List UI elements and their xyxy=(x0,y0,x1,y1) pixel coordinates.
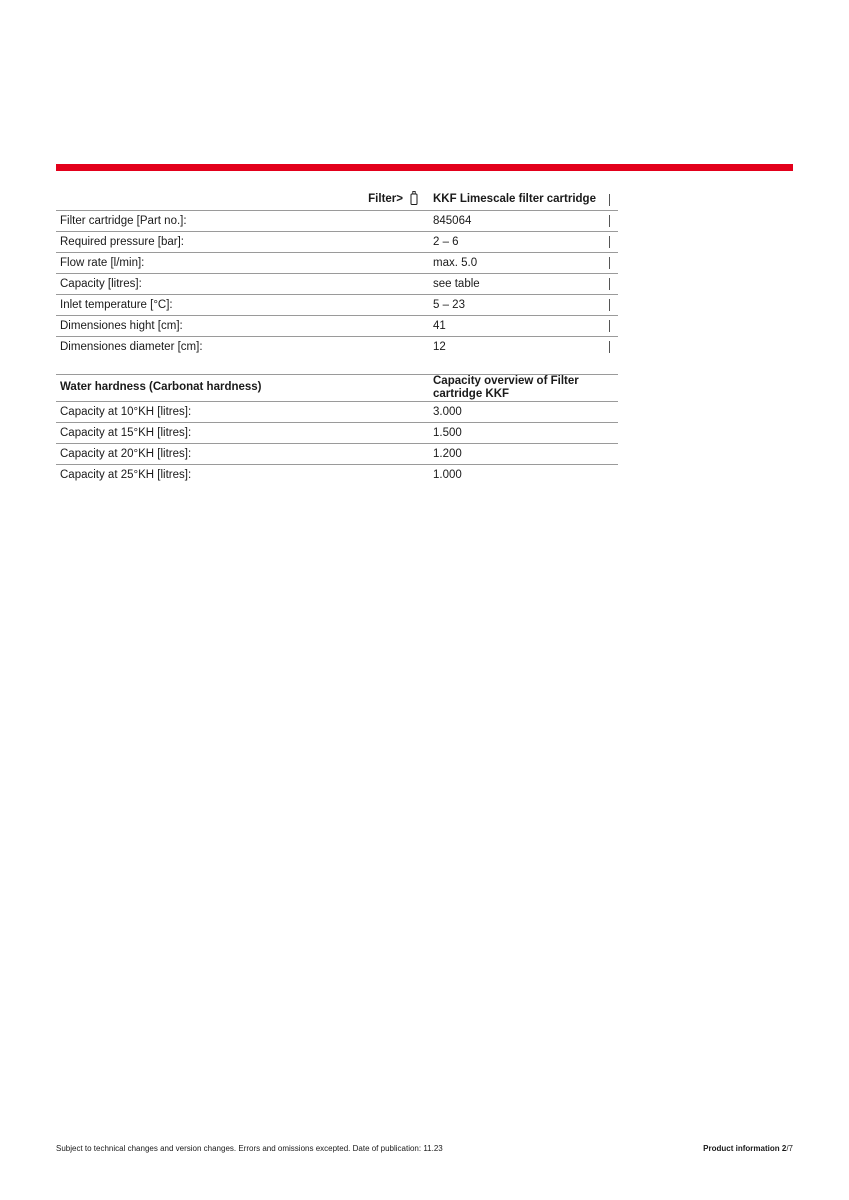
hardness-row xyxy=(56,444,618,465)
column-tick xyxy=(609,299,610,311)
hardness-row-value: 1.200 xyxy=(433,448,462,460)
column-tick xyxy=(609,215,610,227)
spec-row-label: Filter cartridge [Part no.]: xyxy=(60,215,187,227)
footer-page-number: 2 xyxy=(781,1144,787,1153)
hardness-header-label: Water hardness (Carbonat hardness) xyxy=(60,381,262,393)
column-tick xyxy=(609,194,610,206)
hardness-row-label: Capacity at 20°KH [litres]: xyxy=(60,448,192,460)
spec-header-row xyxy=(56,188,618,211)
spec-row-value: 845064 xyxy=(433,215,472,227)
spec-table xyxy=(56,188,618,357)
hardness-row-value: 1.000 xyxy=(433,469,462,481)
filter-cartridge-icon xyxy=(410,191,418,205)
footer-total-pages: 7 xyxy=(788,1144,793,1153)
spec-row-label: Inlet temperature [°C]: xyxy=(60,299,173,311)
hardness-row-value: 1.500 xyxy=(433,427,462,439)
hardness-table xyxy=(56,374,618,485)
spec-row-label: Dimensiones hight [cm]: xyxy=(60,320,183,332)
spec-row xyxy=(56,274,618,295)
footer-doc-type: Product information xyxy=(703,1144,780,1153)
hardness-row-label: Capacity at 25°KH [litres]: xyxy=(60,469,192,481)
spec-row-label: Dimensiones diameter [cm]: xyxy=(60,341,203,353)
column-tick xyxy=(609,257,610,269)
hardness-row xyxy=(56,465,618,485)
hardness-header-value: Capacity overview of Filter cartridge KKF xyxy=(433,375,579,400)
spec-row-value: 12 xyxy=(433,341,446,353)
spec-row-value: 2 – 6 xyxy=(433,236,459,248)
spec-row-value: max. 5.0 xyxy=(433,257,478,269)
spec-row xyxy=(56,232,618,253)
column-tick xyxy=(609,320,610,332)
filter-label: Filter> xyxy=(368,193,403,205)
hardness-header-row xyxy=(56,375,618,402)
spec-row-label: Flow rate [l/min]: xyxy=(60,257,145,269)
spec-row xyxy=(56,316,618,337)
spec-row xyxy=(56,337,618,357)
header-accent-bar xyxy=(56,164,793,171)
spec-row-label: Required pressure [bar]: xyxy=(60,236,185,248)
page-separator: / xyxy=(786,1144,789,1153)
spec-row-label: Capacity [litres]: xyxy=(60,278,142,290)
hardness-row-label: Capacity at 10°KH [litres]: xyxy=(60,406,192,418)
column-tick xyxy=(609,236,610,248)
product-name: KKF Limescale filter cartridge xyxy=(433,193,596,205)
hardness-row-label: Capacity at 15°KH [litres]: xyxy=(60,427,192,439)
footer-page-info xyxy=(703,1144,793,1153)
spec-row-value: 41 xyxy=(433,320,446,332)
spec-row xyxy=(56,211,618,232)
hardness-row xyxy=(56,402,618,423)
spec-row xyxy=(56,295,618,316)
spec-row-value: 5 – 23 xyxy=(433,299,465,311)
hardness-row xyxy=(56,423,618,444)
column-tick xyxy=(609,278,610,290)
hardness-row-value: 3.000 xyxy=(433,406,462,418)
column-tick xyxy=(609,341,610,353)
spec-row xyxy=(56,253,618,274)
spec-row-value: see table xyxy=(433,278,480,290)
footer-disclaimer: Subject to technical changes and version changes. Errors and omissions excepted. Date of publication: 11.23 xyxy=(56,1144,443,1153)
